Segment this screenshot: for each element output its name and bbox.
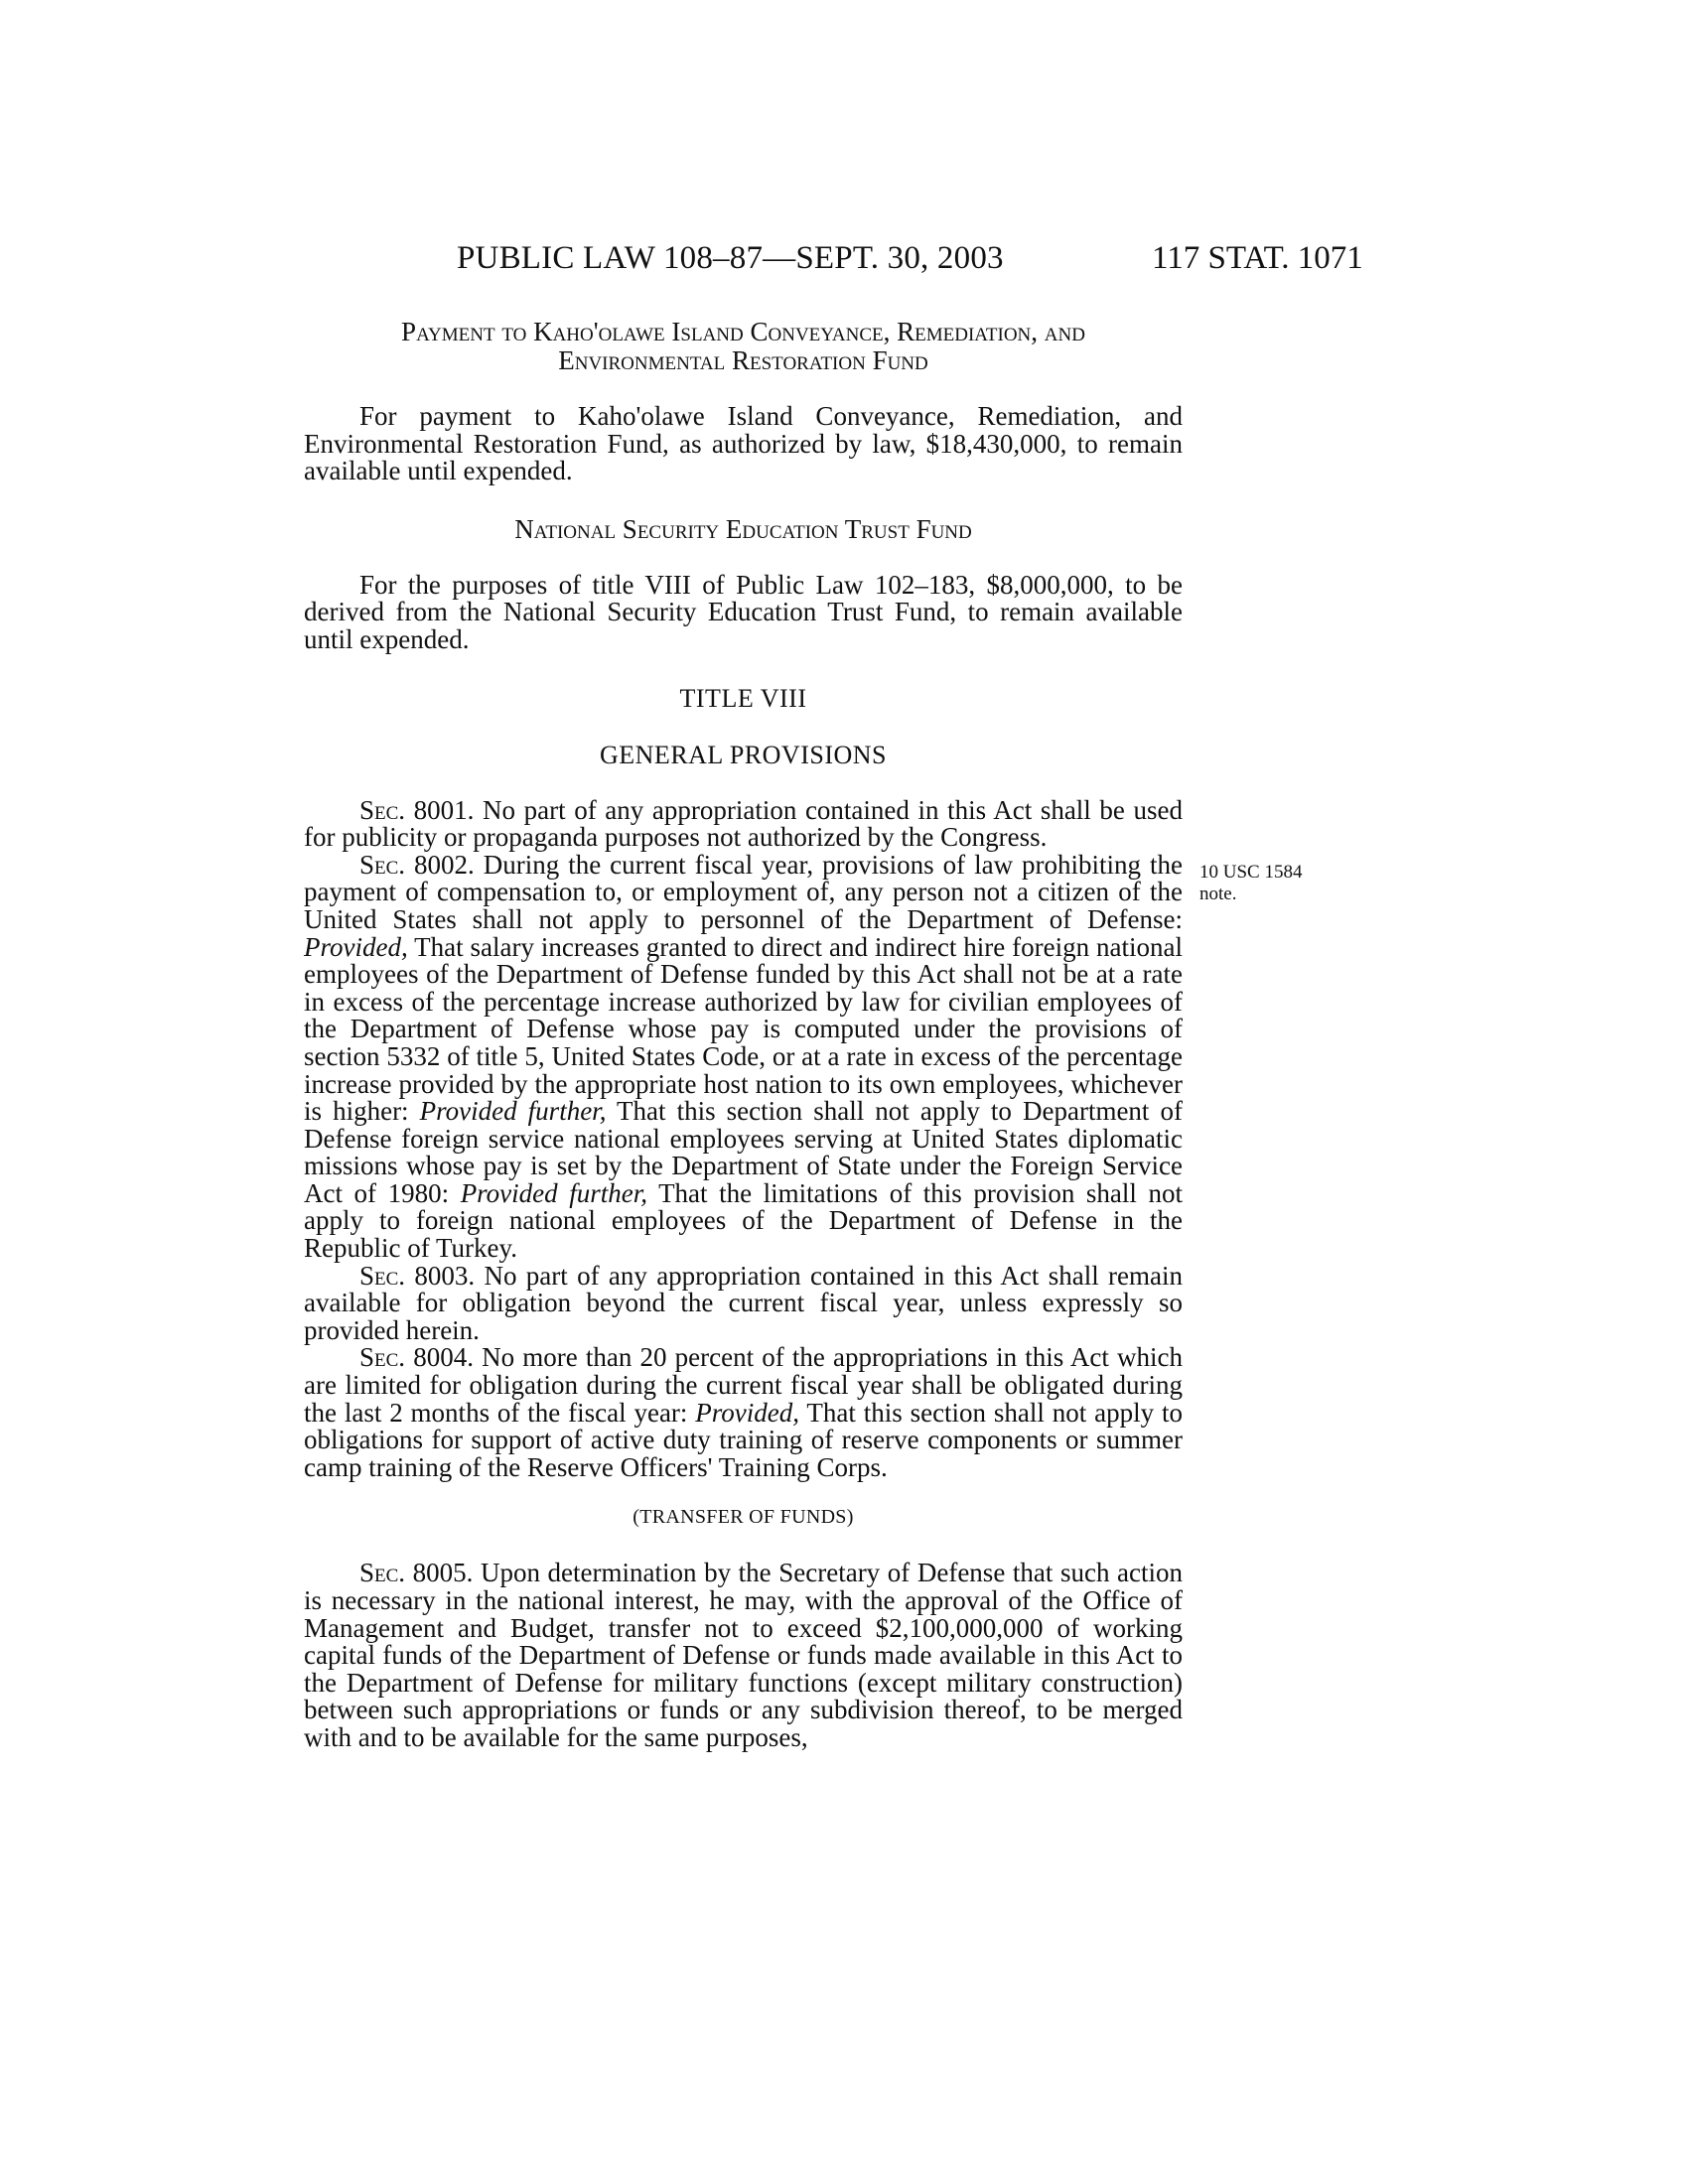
section-8005 — [304, 1560, 1183, 1751]
section-heading-kahoolawe — [304, 318, 1183, 375]
section-label: Sec. 8005. — [359, 1558, 474, 1588]
proviso-italic: Provided further, — [460, 1177, 647, 1208]
section-8001 — [304, 794, 1183, 853]
proviso-italic: Provided, — [304, 931, 408, 962]
proviso-italic: Provided further, — [419, 1096, 607, 1127]
statute-citation: 117 STAT. 1071 — [1152, 240, 1363, 276]
section-text: No part of any appropriation contained in this Act shall be used for publicity or propaganda purposes not authorized by the Congress. — [304, 794, 1183, 853]
heading-line-1: Payment to Kaho'olawe Island Conveyance, Remediation, and — [401, 317, 1085, 346]
section-8003 — [304, 1260, 1183, 1345]
section-text: That the limitations of this provision shall not apply to foreign national employees of the Department of Defense in the Republic of Turkey. — [304, 1177, 1183, 1264]
section-label: Sec. 8001. — [359, 794, 475, 825]
section-label: Sec. 8003. — [359, 1260, 476, 1291]
running-head: PUBLIC LAW 108–87—SEPT. 30, 2003 — [457, 240, 1004, 276]
section-label: Sec. 8002. — [359, 849, 475, 880]
paragraph-nset: For the purposes of title VIII of Public Law 102–183, $8,000,000, to be derived from the National Security Education Trust Fund, to remain available until expended. — [304, 569, 1183, 654]
transfer-of-funds-heading: (TRANSFER OF FUNDS) — [633, 1506, 854, 1529]
section-text: Upon determination by the Secretary of Defense that such action is necessary in the national interest, he may, with the approval of the Office of Management and Budget, transfer not to exceed $2,100,000,000 of working capital funds of the Department of Defense or funds made available in this Act to the Department of Defense for military functions (except military construction) between such appropriations or funds or any subdivision thereof, to be merged with and to be available for the same purposes, — [304, 1558, 1184, 1752]
section-heading-nset: National Security Education Trust Fund — [514, 513, 972, 544]
title-number: TITLE VIII — [679, 683, 807, 713]
section-text: That salary increases granted to direct and indirect hire foreign national employees of the Department of Defense funded by this Act shall not be at a rate in excess of the percentage increase authorized by law for civilian employees of the Department of Defense whose pay is computed under the provisions of section 5332 of title 5, United States Code, or at a rate in excess of the percentage increase provided by the appropriate host nation to its own employees, whichever is higher: — [304, 931, 1183, 1127]
section-label: Sec. 8004. — [359, 1342, 474, 1373]
document-body — [304, 318, 1183, 1752]
section-text: No part of any appropriation contained in this Act shall remain available for obligation beyond the current fiscal year, unless expressly so provided herein. — [304, 1260, 1183, 1345]
proviso-italic: Provided, — [695, 1397, 799, 1428]
heading-line-2: Environmental Restoration Fund — [558, 345, 928, 375]
section-text: That this section shall not apply to Department of Defense foreign service national employees serving at United States diplomatic missions whose pay is set by the Department of State under the Foreign Service Act of 1980: — [304, 1096, 1183, 1208]
title-name: GENERAL PROVISIONS — [600, 740, 887, 769]
section-text: No more than 20 percent of the appropriations in this Act which are limited for obligation during the current fiscal year shall be obligated during the last 2 months of the fiscal year: — [304, 1342, 1184, 1428]
section-text: That this section shall not apply to obligations for support of active duty training of reserve components or summer camp training of the Reserve Officers' Training Corps. — [304, 1397, 1183, 1482]
margin-note — [1199, 862, 1348, 905]
section-text: During the current fiscal year, provisions of law prohibiting the payment of compensation to, or employment of, any person not a citizen of the United States shall not apply to personnel of the Department of Defense: — [304, 849, 1184, 934]
section-8002 — [304, 849, 1184, 1264]
margin-note-line-2: note. — [1199, 884, 1237, 904]
paragraph-kahoolawe: For payment to Kaho'olawe Island Conveyance, Remediation, and Environmental Restoration Fund, as authorized by law, $18,430,000, to remain available until expended. — [304, 401, 1183, 486]
margin-note-line-1: 10 USC 1584 — [1199, 862, 1303, 883]
section-8004 — [304, 1344, 1183, 1481]
